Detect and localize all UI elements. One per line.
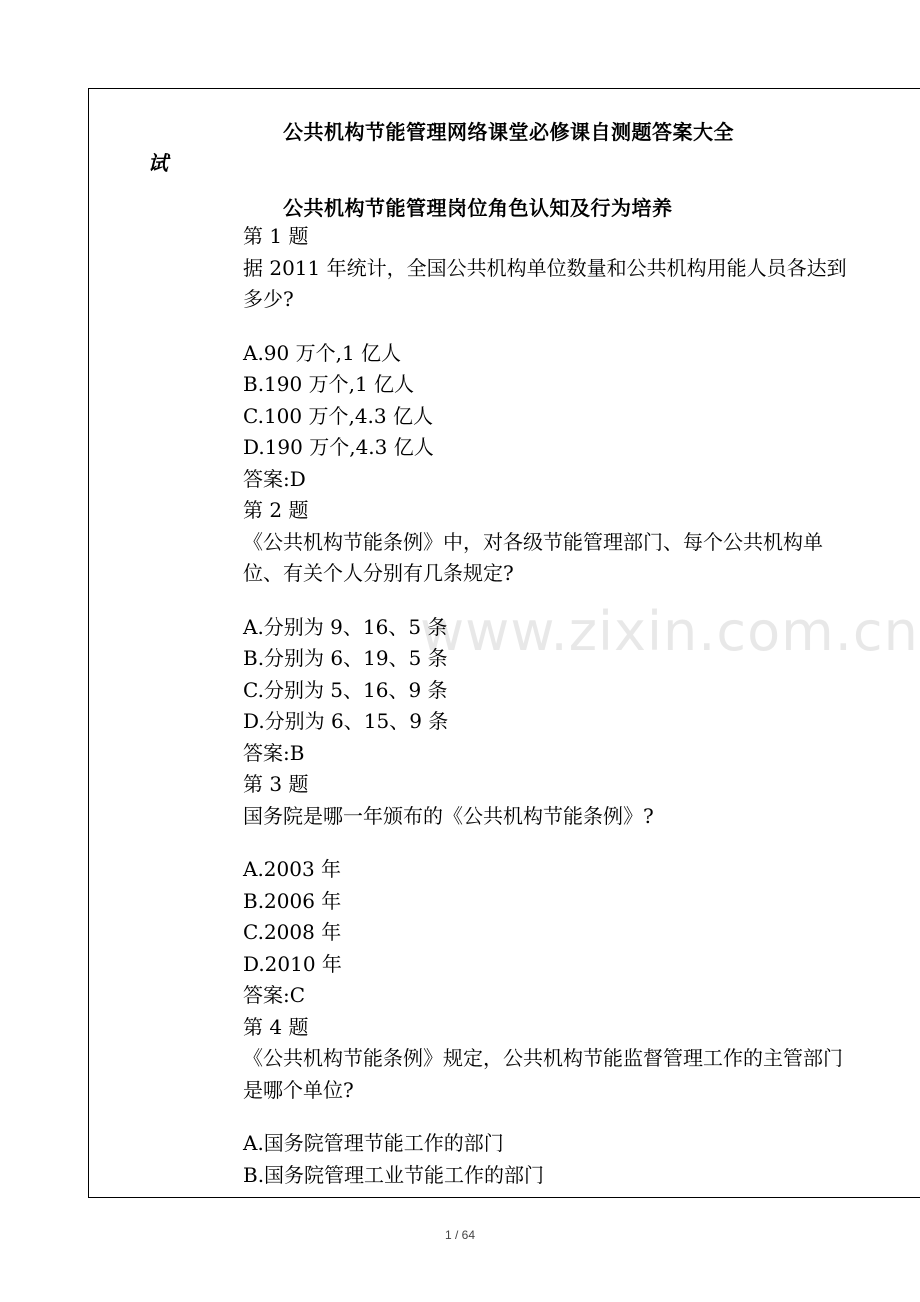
question-label: 第 3 题 bbox=[243, 772, 309, 796]
option: A.2003 年 bbox=[243, 857, 342, 881]
option: B.分别为 6、19、5 条 bbox=[243, 646, 448, 670]
document-title-continuation: 试 bbox=[148, 151, 168, 175]
question-text: 国务院是哪一年颁布的《公共机构节能条例》? bbox=[243, 803, 654, 828]
option: C.100 万个,4.3 亿人 bbox=[243, 403, 433, 428]
option: A.国务院管理节能工作的部门 bbox=[243, 1131, 504, 1155]
question-text: 《公共机构节能条例》中，对各级节能管理部门、每个公共机构单位、有关个人分别有几条规定? bbox=[243, 529, 823, 585]
option: D.2010 年 bbox=[243, 951, 342, 976]
page-number: 1 / 64 bbox=[444, 1228, 476, 1242]
option: C.2008 年 bbox=[243, 920, 342, 944]
answer: 答案:B bbox=[243, 740, 305, 765]
question-text: 据 2011 年统计，全国公共机构单位数量和公共机构用能人员各达到多少? bbox=[243, 255, 847, 311]
question-list bbox=[243, 221, 853, 1191]
question-label: 第 2 题 bbox=[243, 498, 309, 522]
question-label: 第 4 题 bbox=[243, 1014, 309, 1039]
option: C.分别为 5、16、9 条 bbox=[243, 677, 448, 702]
question-text: 《公共机构节能条例》规定，公共机构节能监督管理工作的主管部门是哪个单位? bbox=[243, 1046, 843, 1102]
question-label: 第 1 题 bbox=[243, 224, 309, 248]
option: B.2006 年 bbox=[243, 888, 342, 913]
option: D.190 万个,4.3 亿人 bbox=[243, 435, 434, 459]
option: D.分别为 6、15、9 条 bbox=[243, 709, 449, 733]
document-title: 公共机构节能管理网络课堂必修课自测题答案大全 bbox=[283, 120, 734, 144]
watermark: www.zixin.com.cn bbox=[420, 600, 919, 663]
answer: 答案:C bbox=[243, 983, 306, 1007]
document-subtitle: 公共机构节能管理岗位角色认知及行为培养 bbox=[283, 196, 673, 220]
answer: 答案:D bbox=[243, 466, 306, 491]
option: A.分别为 9、16、5 条 bbox=[243, 614, 448, 639]
option: A.90 万个,1 亿人 bbox=[243, 340, 402, 365]
option: B.190 万个,1 亿人 bbox=[243, 372, 415, 396]
option: B.国务院管理工业节能工作的部门 bbox=[243, 1162, 545, 1187]
